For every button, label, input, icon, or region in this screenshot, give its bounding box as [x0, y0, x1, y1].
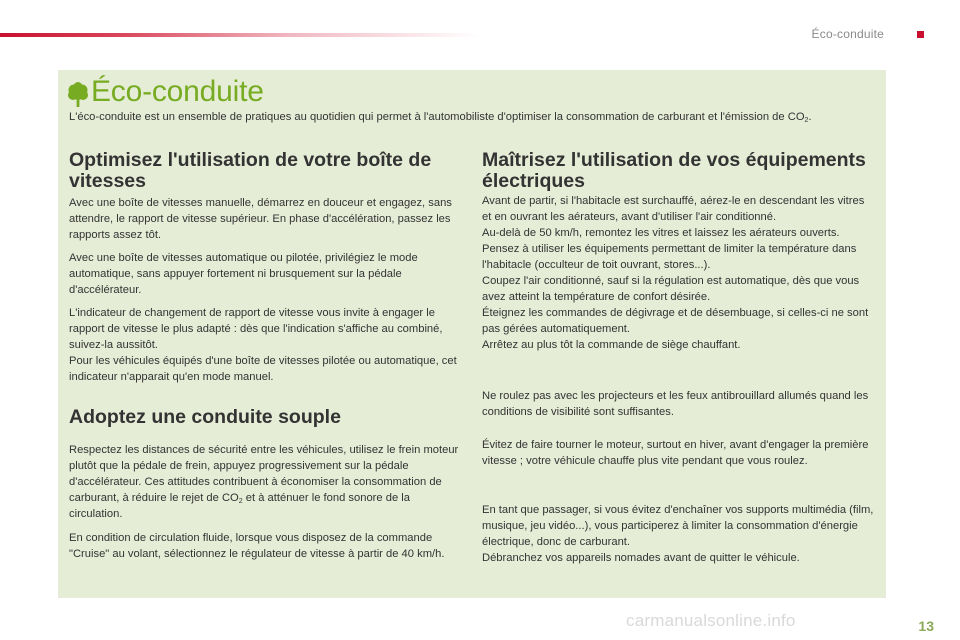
- electrical-line: En tant que passager, si vous évitez d'enchaîner vos supports multimédia (film, musique, jeu vidéo...), vous participerez à limiter la consommation d'énergie électrique, donc de carburant.: [482, 504, 874, 548]
- electrical-paragraph-3: Évitez de faire tourner le moteur, surtout en hiver, avant d'engager la première vitesse ; votre véhicule chauffe plus vite pendant que vous roulez.: [482, 439, 869, 467]
- watermark: carmanualsonline.info: [626, 611, 796, 630]
- heading-gearbox: Optimisez l'utilisation de votre boîte de vitesses: [69, 149, 432, 192]
- heading-smooth-driving: Adoptez une conduite souple: [69, 406, 341, 428]
- electrical-line: Débranchez vos appareils nomades avant de quitter le véhicule.: [482, 552, 800, 564]
- intro-paragraph: L'éco-conduite est un ensemble de pratiques au quotidien qui permet à l'automobiliste d'optimiser la consommation de carburant et l'émission de $CO_2$.: [69, 111, 812, 124]
- electrical-paragraph-4: [482, 502, 876, 566]
- electrical-paragraph-1: [482, 193, 876, 353]
- electrical-line: Avant de partir, si l'habitacle est surchauffé, aérez-le en descendant les vitres et en ouvrant les aérateurs, avant d'utiliser l'air conditionné.: [482, 195, 865, 223]
- electrical-line: Au-delà de 50 km/h, remontez les vitres et laissez les aérateurs ouverts.: [482, 227, 840, 239]
- page-title: Éco-conduite: [91, 75, 264, 108]
- electrical-line: Arrêtez au plus tôt la commande de siège chauffant.: [482, 339, 741, 351]
- tree-icon: [67, 82, 89, 108]
- gearbox-paragraph-4: Pour les véhicules équipés d'une boîte de vitesses pilotée ou automatique, cet indicateur n'apparait qu'en mode manuel.: [69, 355, 457, 383]
- smooth-driving-paragraph-2: En condition de circulation fluide, lorsque vous disposez de la commande "Cruise" au volant, sélectionnez le régulateur de vitesse à partir de 40 km/h.: [69, 532, 445, 560]
- electrical-line: Pensez à utiliser les équipements permettant de limiter la température dans l'habitacle (occulteur de toit ouvrant, stores...).: [482, 243, 857, 271]
- header-marker: [917, 31, 924, 38]
- page-number: 13: [918, 618, 934, 634]
- header-accent-bar: [0, 33, 480, 37]
- electrical-line: Éteignez les commandes de dégivrage et de désembuage, si celles-ci ne sont pas gérées automatiquement.: [482, 307, 869, 335]
- gearbox-paragraph-3: L'indicateur de changement de rapport de vitesse vous invite à engager le rapport de vitesse le plus adapté : dès que l'indication s'affiche au combiné, suivez-la aussitôt.: [69, 307, 443, 351]
- gearbox-paragraph-1: Avec une boîte de vitesses manuelle, démarrez en douceur et engagez, sans attendre, le rapport de vitesse supérieur. En phase d'accélération, passez les rapports assez tôt.: [69, 197, 452, 241]
- smooth-driving-paragraph-1: Respectez les distances de sécurité entre les véhicules, utilisez le frein moteur plutôt que la pédale de frein, appuyez progressivement sur la pédale d'accélérateur. Ces attitudes contribuent à économiser la consommation de carburant, à réduire le rejet de $CO_2$ et à atténuer le fond sonore de la circulation.: [69, 444, 459, 520]
- heading-electrical: Maîtrisez l'utilisation de vos équipements électriques: [482, 149, 866, 192]
- electrical-paragraph-2: Ne roulez pas avec les projecteurs et les feux antibrouillard allumés quand les conditions de visibilité sont suffisantes.: [482, 390, 869, 418]
- gearbox-paragraph-2: Avec une boîte de vitesses automatique ou pilotée, privilégiez le mode automatique, sans appuyer fortement ni brusquement sur la pédale d'accélérateur.: [69, 252, 418, 296]
- electrical-line: Coupez l'air conditionné, sauf si la régulation est automatique, dès que vous avez atteint la température de confort désirée.: [482, 275, 860, 303]
- running-header: Éco-conduite: [811, 27, 884, 41]
